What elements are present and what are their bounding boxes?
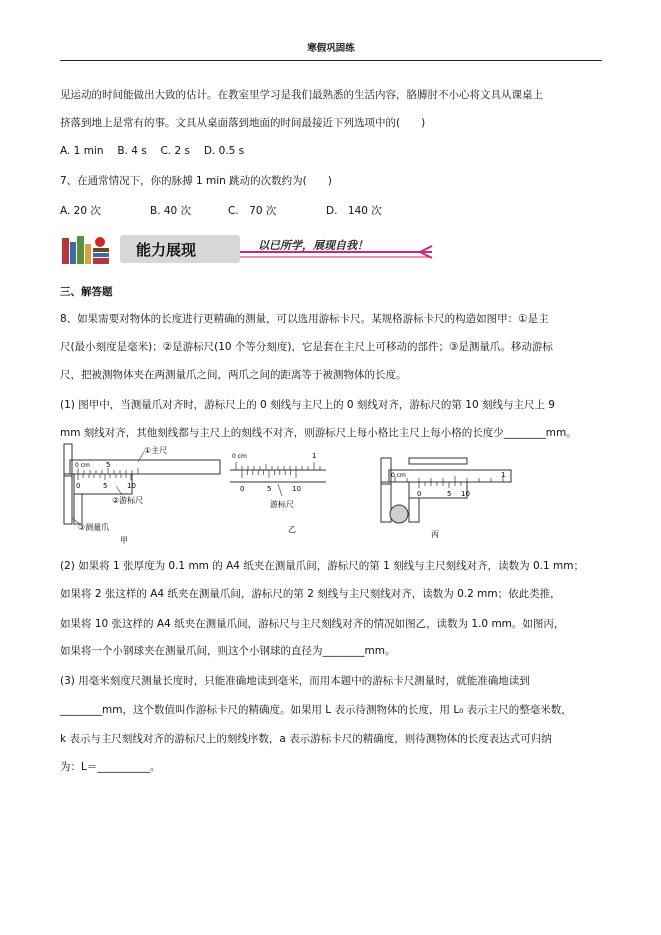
svg-text:5: 5 [267, 485, 272, 493]
svg-text:5: 5 [106, 461, 111, 469]
svg-text:0: 0 [417, 490, 422, 498]
text-line: 尺(最小刻度是毫米)；②是游标尺(10 个等分刻度)，它是套在主尺上可移动的部件；③是测量爪。移动游标 [60, 341, 553, 353]
figure-label-yi: 乙 [288, 525, 296, 534]
figure-yi [228, 440, 328, 540]
text-line: 挤落到地上是常有的事。文具从桌面落到地面的时间最接近下列选项中的( ) [60, 117, 426, 129]
label-jaw: ③测量爪 [78, 523, 110, 532]
q6-options: A. 1 min B. 4 s C. 2 s D. 0.5 s [60, 145, 245, 157]
text-line: mm 刻线对齐，其他刻线都与主尺上的刻线不对齐，则游标尺上每小格比主尺上每小格的长度少________mm。 [60, 427, 577, 439]
svg-text:1: 1 [312, 452, 317, 460]
svg-text:10: 10 [127, 482, 136, 490]
svg-text:0: 0 [240, 485, 245, 493]
text-line: 如果将 10 张这样的 A4 纸夹在测量爪间，游标尺与主尺刻线对齐的情况如图乙，读数为 1.0 mm。如图丙， [60, 618, 565, 630]
page-header: 寒假巩固练 [307, 43, 355, 54]
figure-label-bing: 丙 [431, 530, 439, 539]
text-line: 8、如果需要对物体的长度进行更精确的测量，可以选用游标卡尺。某规格游标卡尺的构造如图甲：①是主 [60, 313, 549, 325]
text-line: 为：L＝__________。 [60, 761, 161, 773]
text-line: (1) 图甲中，当测量爪对齐时，游标尺上的 0 刻线与主尺上的 0 刻线对齐，游标尺的第 10 刻线与主尺上 9 [60, 399, 555, 411]
svg-text:10: 10 [292, 485, 301, 493]
svg-text:5: 5 [103, 482, 108, 490]
q7-option-b: B. 40 次 [150, 205, 192, 217]
q7-option-a: A. 20 次 [60, 205, 101, 217]
section-title: 三、解答题 [60, 286, 113, 298]
label-vernier: ②游标尺 [112, 496, 144, 505]
svg-text:0 cm: 0 cm [391, 472, 406, 479]
text-line: ________mm，这个数值叫作游标卡尺的精确度。如果用 L 表示待测物体的长度，用 L₀ 表示主尺的整毫米数， [60, 704, 572, 716]
text-line: 见运动的时间能做出大致的估计。在教室里学习是我们最熟悉的生活内容，胳膊肘不小心将文具从课桌上 [60, 89, 543, 101]
svg-text:1: 1 [501, 471, 506, 479]
banner-slogan: 以已所学，展现自我！ [258, 239, 368, 252]
text-line: 如果将 2 张这样的 A4 纸夹在测量爪间，游标尺的第 2 刻线与主尺刻线对齐，读数为 0.2 mm；依此类推， [60, 588, 561, 600]
text-line: (3) 用毫米刻度尺测量长度时，只能准确地读到毫米，而用本题中的游标卡尺测量时，就能准确地读到 [60, 675, 530, 687]
banner-title: 能力展现 [136, 241, 197, 259]
svg-text:0 cm: 0 cm [232, 453, 247, 460]
svg-text:0 cm: 0 cm [75, 462, 90, 469]
figure-bing [375, 440, 515, 540]
text-line: 如果将一个小钢球夹在测量爪间，则这个小钢球的直径为________mm。 [60, 645, 396, 657]
text-line: (2) 如果将 1 张厚度为 0.1 mm 的 A4 纸夹在测量爪间，游标尺的第 1 刻线与主尺刻线对齐，读数为 0.1 mm； [60, 560, 584, 572]
svg-text:10: 10 [461, 490, 470, 498]
figure-label-jia: 甲 [120, 536, 128, 545]
text-line: 尺，把被测物体夹在两测量爪之间，两爪之间的距离等于被测物体的长度。 [60, 369, 407, 381]
header-divider [60, 60, 602, 61]
label-main-scale: ①主尺 [144, 446, 168, 455]
books-icon [62, 236, 109, 264]
svg-text:0: 0 [76, 482, 81, 490]
svg-text:5: 5 [447, 490, 452, 498]
q7-option-d: D. 140 次 [326, 205, 382, 217]
figure-jia [60, 440, 230, 550]
text-line: k 表示与主尺刻线对齐的游标尺上的刻线序数，a 表示游标卡尺的精确度，则待测物体的长度表达式可归纳 [60, 733, 552, 745]
svg-text:游标尺: 游标尺 [270, 500, 294, 509]
q7-option-c: C. 70 次 [228, 205, 277, 217]
ability-banner [60, 230, 440, 266]
q7-stem: 7、在通常情况下，你的脉搏 1 min 跳动的次数约为( ) [60, 175, 332, 187]
